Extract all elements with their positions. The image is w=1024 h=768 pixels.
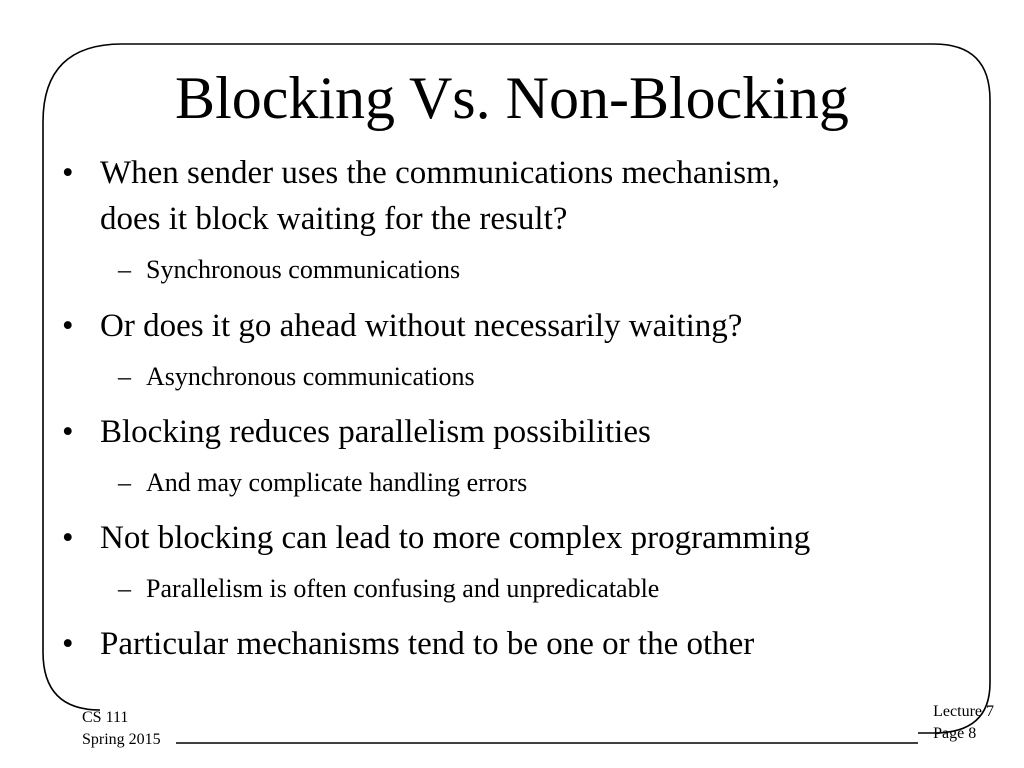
bullet-marker: • xyxy=(62,414,74,450)
bullet-item xyxy=(62,621,755,667)
sub-bullet-text: Synchronous communications xyxy=(146,255,461,284)
dash-marker: – xyxy=(118,362,131,391)
bullet-item xyxy=(62,303,743,349)
sub-bullet-text: And may complicate handling errors xyxy=(146,468,528,497)
bullet-text: Not blocking can lead to more complex programming xyxy=(100,520,811,556)
sub-bullet-item xyxy=(118,253,461,287)
bullet-text: does it block waiting for the result? xyxy=(100,201,568,237)
footer-page-info xyxy=(933,701,994,745)
bullet-text: Or does it go ahead without necessarily waiting? xyxy=(100,308,743,344)
course-label: CS 111 xyxy=(82,709,129,726)
bullet-text: Blocking reduces parallelism possibilities xyxy=(100,414,651,450)
slide-title: Blocking Vs. Non-Blocking xyxy=(175,65,849,131)
bullet-continuation xyxy=(100,196,567,242)
sub-bullet-text: Asynchronous communications xyxy=(146,362,475,391)
dash-marker: – xyxy=(118,468,131,497)
lecture-label: Lecture 7 xyxy=(933,703,994,720)
bullet-marker: • xyxy=(62,155,74,191)
sub-bullet-text: Parallelism is often confusing and unpredicatable xyxy=(146,574,660,603)
bullet-marker: • xyxy=(62,308,74,344)
dash-marker: – xyxy=(118,255,131,284)
bullet-item xyxy=(62,150,780,196)
footer-course-info xyxy=(82,707,161,751)
term-label: Spring 2015 xyxy=(82,731,161,748)
bullet-marker: • xyxy=(62,626,74,662)
bullet-item xyxy=(62,515,811,561)
bullet-item xyxy=(62,409,651,455)
sub-bullet-item xyxy=(118,572,660,606)
sub-bullet-item xyxy=(118,360,475,394)
bullet-text: When sender uses the communications mechanism, xyxy=(100,155,780,191)
page-number: Page 8 xyxy=(933,725,977,742)
sub-bullet-item xyxy=(118,466,528,500)
dash-marker: – xyxy=(118,574,131,603)
bullet-marker: • xyxy=(62,520,74,556)
bullet-text: Particular mechanisms tend to be one or the other xyxy=(100,626,755,662)
